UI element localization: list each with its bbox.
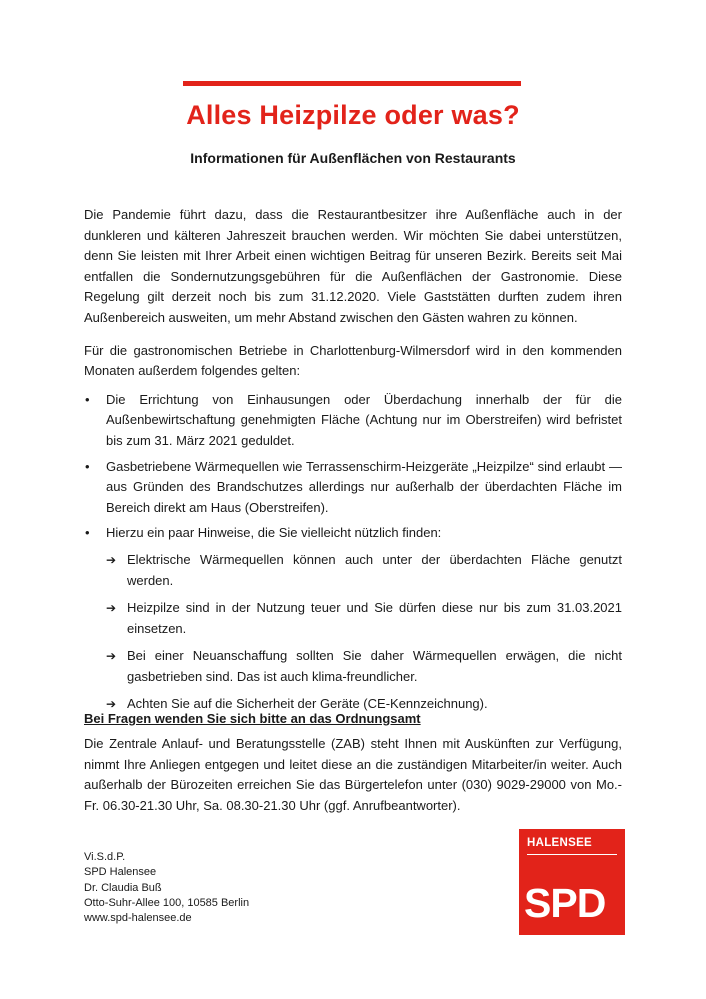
arrow-icon: ➔ <box>106 649 117 664</box>
main-content <box>84 205 622 722</box>
intro-paragraph: Die Pandemie führt dazu, dass die Restaurantbesitzer ihre Außenfläche auch in der dunkleren und kälteren Jahreszeit brauchen werden. Wir möchten Sie dabei unterstützen, denn Sie leisten mit Ihrer Arbeit einen wichtigen Beitrag für unseren Bezirk. Bereits seit Mai entfallen die Sondernutzungsgebühren für die Außenflächen der Gastronomie. Diese Regelung gilt derzeit noch bis zum 31.12.2020. Viele Gaststätten durften zudem ihren Außenbereich ausweiten, um mehr Abstand zwischen den Gästen wahren zu können. <box>84 207 622 325</box>
logo-main-text: SPD <box>524 880 606 926</box>
list-item <box>84 390 622 452</box>
spd-halensee-logo <box>519 829 625 935</box>
arrow-icon: ➔ <box>106 601 117 616</box>
imprint-line: Vi.S.d.P. <box>84 851 126 863</box>
imprint-line: Otto-Suhr-Allee 100, 10585 Berlin <box>84 896 250 909</box>
imprint-line: SPD Halensee <box>84 866 157 879</box>
list-item-text: Die Errichtung von Einhausungen oder Überdachung innerhalb der für die Außenbewirtschaftung genehmigten Fläche (Achtung nur im Oberstreifen) wird befristet bis zum 31. März 2021 geduldet. <box>106 391 622 448</box>
hint-text: Bei einer Neuanschaffung sollten Sie daher Wärmequellen erwägen, die nicht gasbetrieben sind. Das ist auch klima-freundlicher. <box>127 648 622 684</box>
hints-list <box>106 550 622 715</box>
bullet-icon: • <box>85 525 90 541</box>
hint-item <box>106 550 622 591</box>
list-item-text: Hierzu ein paar Hinweise, die Sie vielleicht nützlich finden: <box>106 525 442 541</box>
header-red-rule <box>183 81 521 86</box>
hint-text: Heizpilze sind in der Nutzung teuer und Sie dürfen diese nur bis zum 31.03.2021 einsetzen. <box>127 600 622 636</box>
hint-text: Achten Sie auf die Sicherheit der Geräte (CE-Kennzeichnung). <box>127 696 488 712</box>
contact-section-heading: Bei Fragen wenden Sie sich bitte an das Ordnungsamt <box>84 711 421 726</box>
imprint-line: Dr. Claudia Buß <box>84 881 162 894</box>
hint-text: Elektrische Wärmequellen können auch unter der überdachten Fläche genutzt werden. <box>127 551 622 588</box>
rules-list <box>84 390 622 715</box>
contact-paragraph: Die Zentrale Anlauf- und Beratungsstelle (ZAB) steht Ihnen mit Auskünften zur Verfügung, nimmt Ihre Anliegen entgegen und leitet diese an die zuständigen Mitarbeiter/in weiter. Auch außerhalb der Bürozeiten erreichen Sie das Bürgertelefon unter (030) 9029-29000 von Mo.-Fr. 06.30-21.30 Uhr, Sa. 08.30-21.30 Uhr (ggf. Anrufbeantworter). <box>84 736 622 813</box>
logo-divider <box>527 854 617 855</box>
page-subtitle: Informationen für Außenflächen von Restaurants <box>190 150 516 166</box>
hint-item <box>106 646 622 687</box>
list-item <box>84 457 622 519</box>
list-item <box>84 523 622 715</box>
logo-top-text: HALENSEE <box>527 837 593 849</box>
imprint-line: www.spd-halensee.de <box>84 912 192 925</box>
bullet-icon: • <box>85 391 90 407</box>
arrow-icon: ➔ <box>106 552 117 567</box>
hint-item <box>106 598 622 639</box>
page-title: Alles Heizpilze oder was? <box>186 100 520 130</box>
arrow-icon: ➔ <box>106 697 117 712</box>
list-item-text: Gasbetriebene Wärmequellen wie Terrassenschirm-Heizgeräte „Heizpilze“ sind erlaubt — aus Gründen des Brandschutzes allerdings nur außerhalb der überdachten Fläche im Bereich direkt am Haus (Oberstreifen). <box>106 458 622 515</box>
imprint-footer <box>84 850 249 926</box>
rules-intro-paragraph: Für die gastronomischen Betriebe in Charlottenburg-Wilmersdorf wird in den kommenden Monaten außerdem folgendes gelten: <box>84 342 622 379</box>
bullet-icon: • <box>85 458 90 474</box>
